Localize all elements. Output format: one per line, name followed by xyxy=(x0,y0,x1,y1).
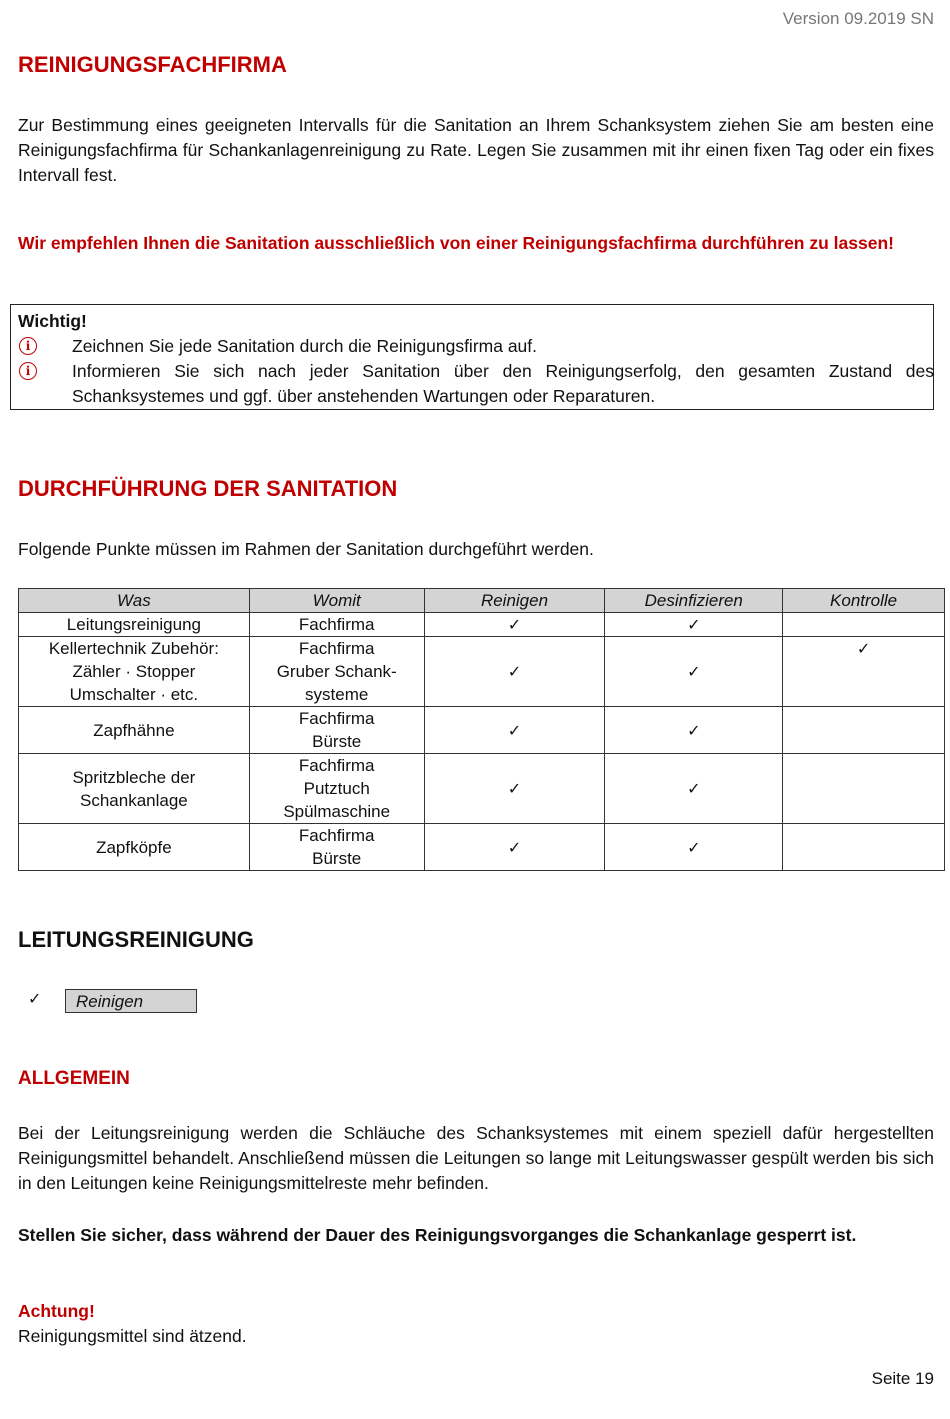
cell-was xyxy=(19,707,250,754)
cell-was-line: Zapfköpfe xyxy=(96,837,172,857)
section-title-reinigungsfachfirma: REINIGUNGSFACHFIRMA xyxy=(18,52,287,77)
column-header-reinigen: Reinigen xyxy=(424,589,605,613)
check-icon: ✓ xyxy=(507,662,522,681)
note-item-2: Informieren Sie sich nach jeder Sanitation über den Reinigungserfolg, den gesamten Zustand des Schanksystemes und ggf. über anstehenden Wartungen oder Reparaturen. xyxy=(72,361,934,406)
check-icon: ✓ xyxy=(687,837,701,857)
cell-womit-line: Fachfirma xyxy=(298,615,375,634)
check-icon: ✓ xyxy=(507,779,522,798)
version-label: Version 09.2019 SN xyxy=(782,9,934,28)
note-title: Wichtig! xyxy=(18,311,87,331)
cell-womit xyxy=(249,707,424,754)
cell-womit xyxy=(249,637,424,707)
cell-womit-line: Gruber Schank- xyxy=(276,662,397,681)
cell-was-line: Schankanlage xyxy=(80,790,188,810)
cell-womit-line: Fachfirma xyxy=(298,826,375,845)
info-icon: i xyxy=(19,362,37,380)
cell-womit xyxy=(249,754,424,824)
cell-desinfizieren xyxy=(605,637,783,707)
cell-was-line: Umschalter · etc. xyxy=(69,685,199,704)
note-item-1: Zeichnen Sie jede Sanitation durch die Reinigungsfirma auf. xyxy=(72,336,538,356)
allgemein-paragraph: Bei der Leitungsreinigung werden die Schläuche des Schanksystemes mit einem speziell dafür hergestellten Reinigungsmittel behandelt. Anschließend müssen die Leitungen so lange mit Leitungswasser gespült werden bis sich in den Leitungen keine Reinigungsmittelreste mehr befinden. xyxy=(18,1123,934,1193)
check-icon: ✓ xyxy=(687,779,701,798)
check-icon: ✓ xyxy=(507,837,522,857)
safety-note: Stellen Sie sicher, dass während der Dauer des Reinigungsvorganges die Schankanlage gesperrt ist. xyxy=(18,1225,857,1245)
table-row xyxy=(19,613,945,637)
cell-womit xyxy=(249,824,424,871)
cell-kontrolle xyxy=(783,707,945,754)
check-icon: ✓ xyxy=(28,989,42,1008)
warning-text: Reinigungsmittel sind ätzend. xyxy=(18,1326,247,1346)
table-intro: Folgende Punkte müssen im Rahmen der Sanitation durchgeführt werden. xyxy=(18,539,594,559)
cell-reinigen xyxy=(424,754,605,824)
cell-desinfizieren xyxy=(605,707,783,754)
table-row xyxy=(19,824,945,871)
check-icon: ✓ xyxy=(856,639,871,658)
cell-desinfizieren xyxy=(605,613,783,637)
cell-was xyxy=(19,613,250,637)
cell-reinigen xyxy=(424,707,605,754)
check-icon: ✓ xyxy=(687,720,701,740)
section-title-leitungsreinigung: LEITUNGSREINIGUNG xyxy=(18,927,254,952)
cell-womit-line: Bürste xyxy=(312,849,362,868)
cell-was-line: Spritzbleche der xyxy=(72,767,196,787)
column-header-womit: Womit xyxy=(249,589,424,613)
column-header-was: Was xyxy=(19,589,250,613)
intro-paragraph: Zur Bestimmung eines geeigneten Intervalls für die Sanitation an Ihrem Schanksystem ziehen Sie am besten eine Reinigungsfachfirma für Schankanlagenreinigung zu Rate. Legen Sie zusammen mit ihr einen fixen Tag oder ein fixes Intervall fest. xyxy=(18,115,934,185)
warning-title: Achtung! xyxy=(18,1301,95,1321)
cell-kontrolle xyxy=(783,824,945,871)
column-header-kontrolle: Kontrolle xyxy=(783,589,945,613)
cell-womit-line: Fachfirma xyxy=(298,709,375,728)
cell-was-line: Leitungsreinigung xyxy=(66,615,201,634)
cell-was-line: Zähler · Stopper xyxy=(72,662,196,681)
cell-was xyxy=(19,637,250,707)
cell-was-line: Zapfhähne xyxy=(93,720,175,740)
cell-was xyxy=(19,824,250,871)
cell-was-line: Kellertechnik Zubehör: xyxy=(48,639,219,658)
cell-womit-line: Putztuch xyxy=(303,779,370,798)
cell-desinfizieren xyxy=(605,824,783,871)
check-icon: ✓ xyxy=(687,615,701,634)
cell-womit-line: Fachfirma xyxy=(298,639,375,658)
table-row xyxy=(19,637,945,707)
check-icon: ✓ xyxy=(507,720,522,740)
cell-womit-line: Bürste xyxy=(312,732,362,751)
column-header-desinfizieren: Desinfizieren xyxy=(605,589,783,613)
cell-reinigen xyxy=(424,824,605,871)
page-number: Seite 19 xyxy=(871,1369,934,1388)
cell-kontrolle xyxy=(783,613,945,637)
cell-kontrolle xyxy=(783,637,945,707)
section-title-allgemein: ALLGEMEIN xyxy=(18,1068,130,1089)
section-title-durchfuehrung: DURCHFÜHRUNG DER SANITATION xyxy=(18,476,398,501)
info-icon: i xyxy=(19,337,37,355)
cell-womit xyxy=(249,613,424,637)
cell-womit-line: Fachfirma xyxy=(298,756,375,775)
check-icon: ✓ xyxy=(507,615,522,634)
cell-kontrolle xyxy=(783,754,945,824)
sanitation-table xyxy=(18,588,945,871)
cell-reinigen xyxy=(424,613,605,637)
table-row xyxy=(19,754,945,824)
cell-womit-line: systeme xyxy=(305,685,369,704)
recommendation-text: Wir empfehlen Ihnen die Sanitation ausschließlich von einer Reinigungsfachfirma durchführen zu lassen! xyxy=(18,233,894,253)
cell-womit-line: Spülmaschine xyxy=(283,802,391,821)
cell-was xyxy=(19,754,250,824)
table-row xyxy=(19,707,945,754)
cell-reinigen xyxy=(424,637,605,707)
check-icon: ✓ xyxy=(687,662,701,681)
reinigen-tag: Reinigen xyxy=(65,989,197,1013)
cell-desinfizieren xyxy=(605,754,783,824)
table-header-row xyxy=(19,589,945,613)
